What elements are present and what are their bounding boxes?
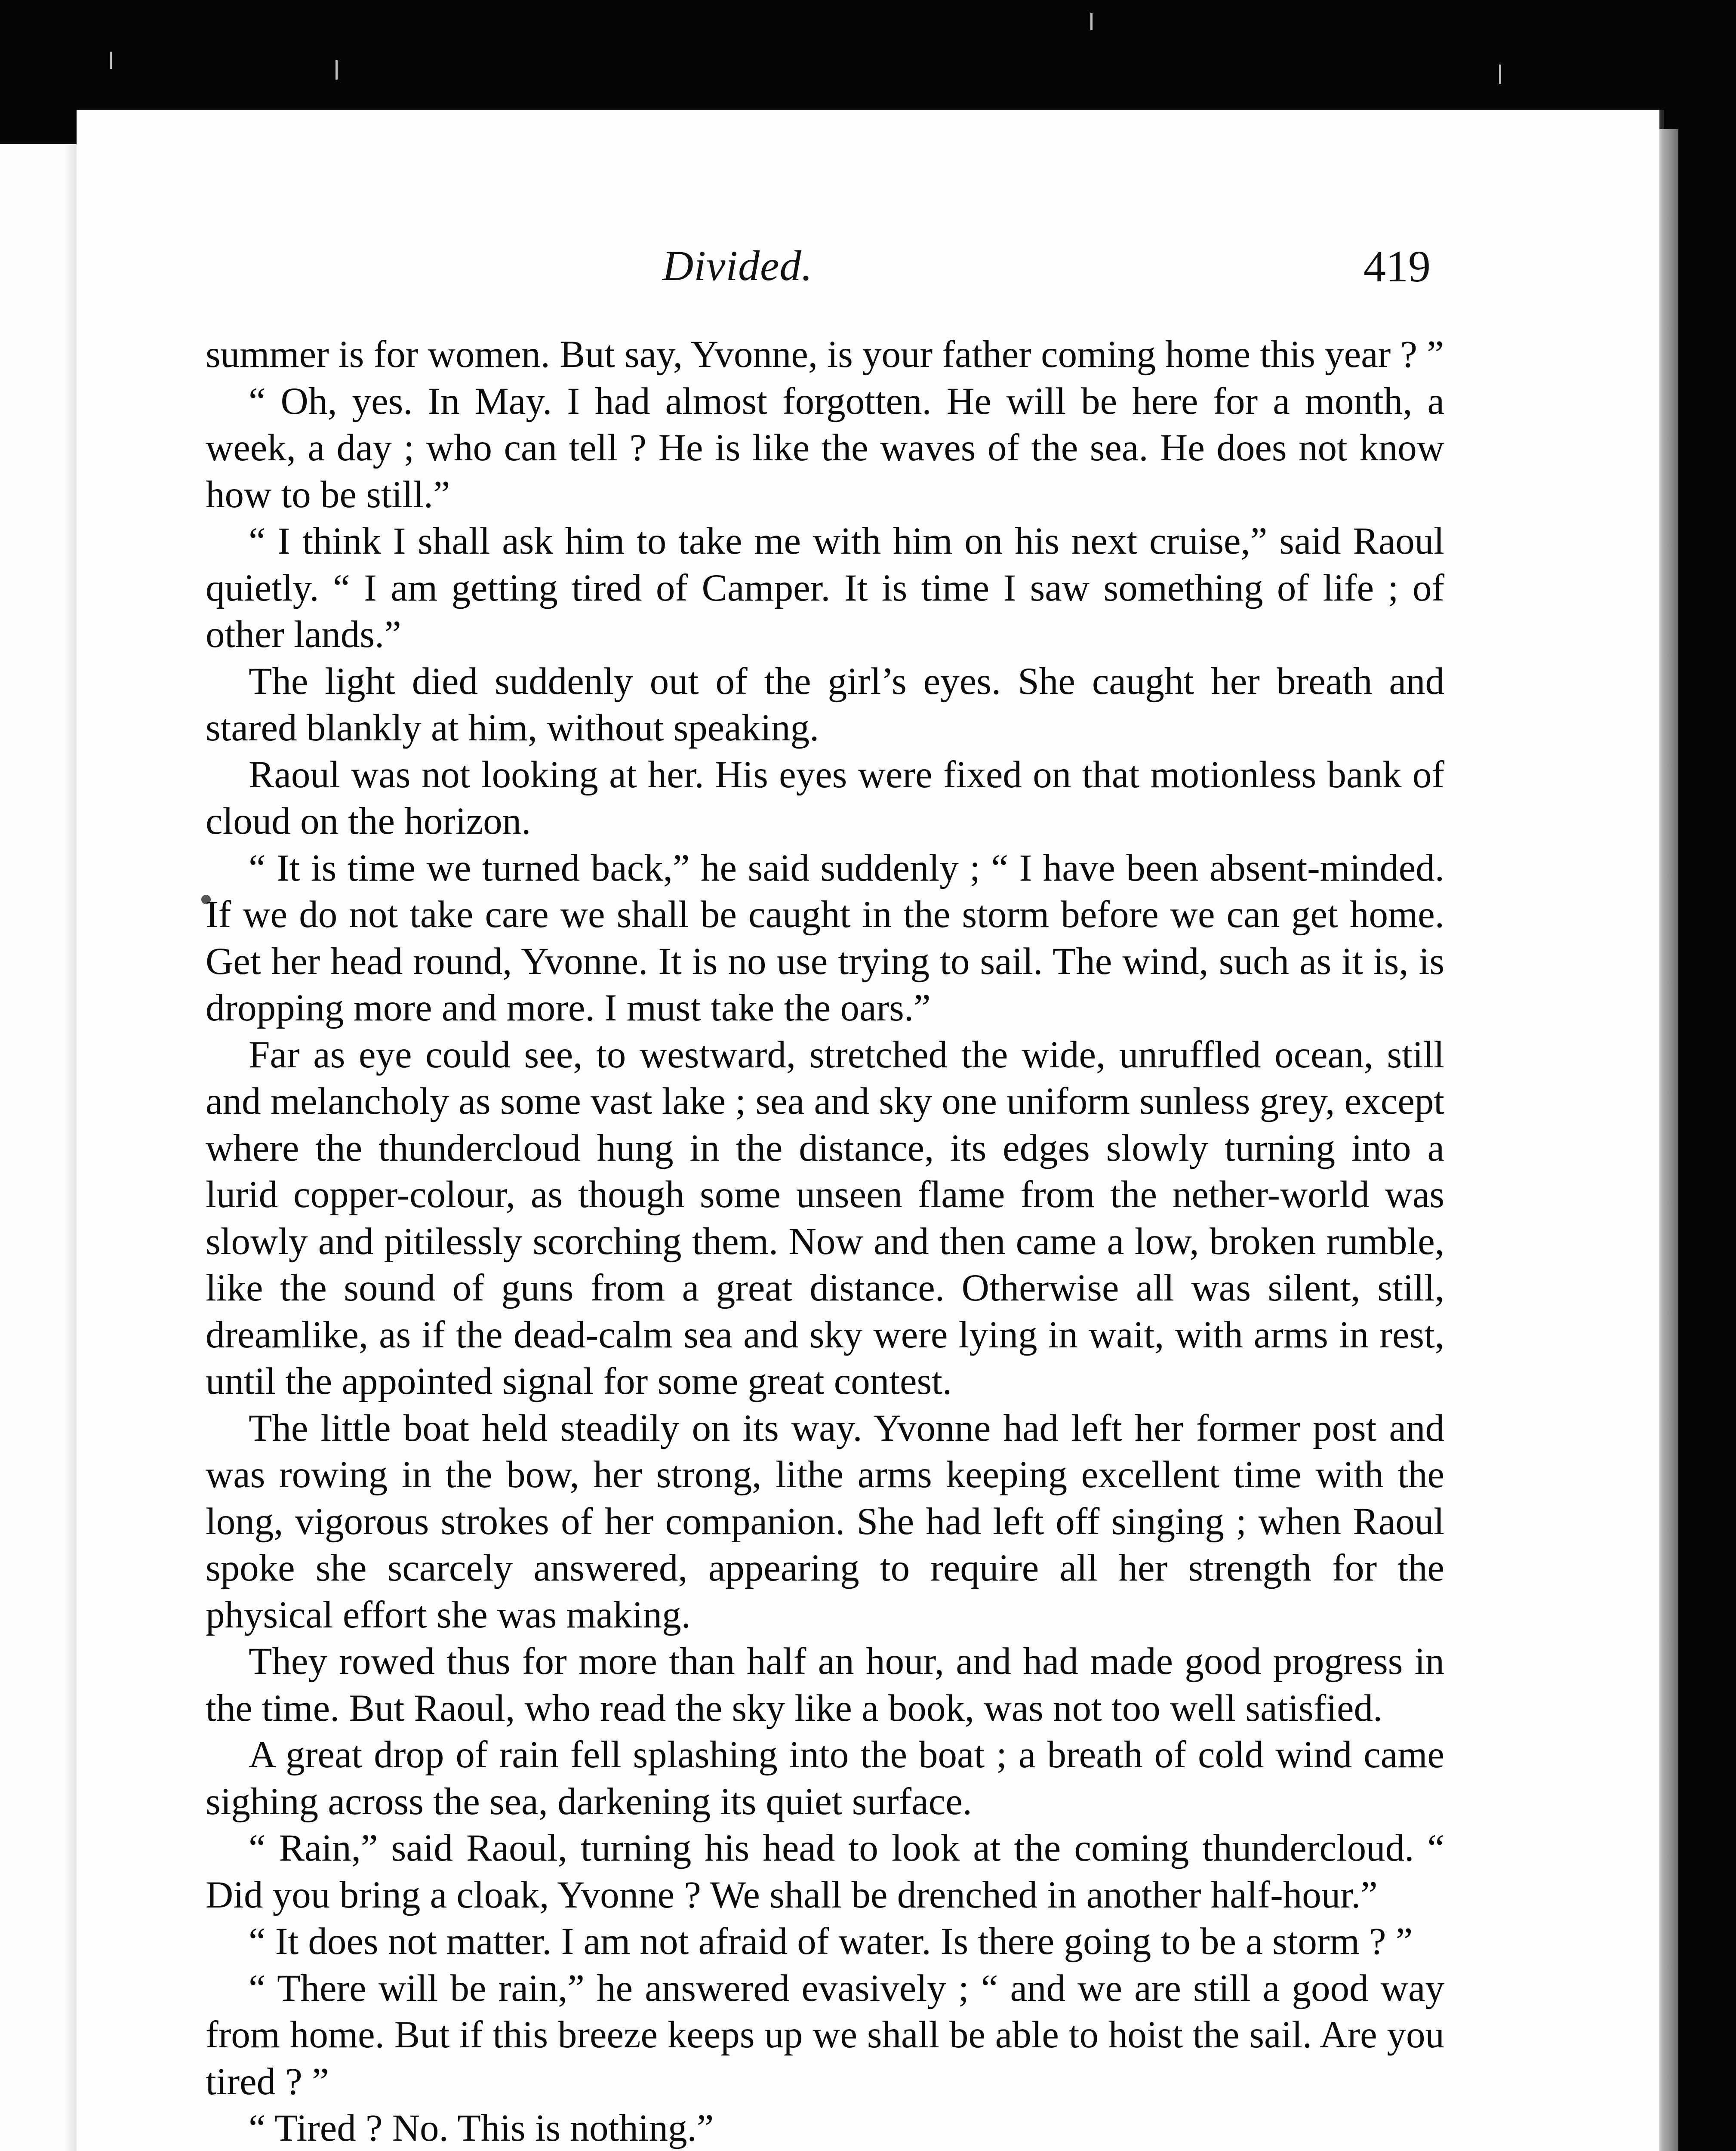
previous-page-edge — [0, 144, 83, 2151]
paragraph: Far as eye could see, to westward, stretched the wide, unruffled ocean, still and melancholy as some vast lake ; sea and sky one uniform sunless grey, except where the thundercloud hung in the distance, its edges slowly turning into a lurid copper-colour, as though some unseen flame from the nether-world was slowly and pitilessly scorching them. Now and then came a low, broken rumble, like the sound of guns from a great distance. Otherwise all was silent, still, dreamlike, as if the dead-calm sea and sky were lying in wait, with arms in rest, until the appointed signal for some great contest. — [206, 1033, 1444, 1402]
scan-scratch — [336, 60, 338, 80]
paragraph: Raoul was not looking at her. His eyes were fixed on that motionless bank of cloud on the horizon. — [206, 753, 1444, 842]
scan-scratch — [1499, 65, 1501, 84]
running-head: Divided. — [662, 242, 813, 290]
paragraph: “ It is time we turned back,” he said suddenly ; “ I have been absent-minded. If we do not take care we shall be caught in the storm before we can get home. Get her head round, Yvonne. It is no use trying to sail. The wind, such as it is, is dropping more and more. I must take the oars.” — [206, 847, 1444, 1029]
paragraph: “ It does not matter. I am not afraid of water. Is there going to be a storm ? ” — [249, 1920, 1413, 1963]
paragraph: “ There will be rain,” he answered evasively ; “ and we are still a good way from home. But if this breeze keeps up we shall be able to hoist the sail. Are you tired ? ” — [206, 1967, 1444, 2103]
paragraph: They rowed thus for more than half an hour, and had made good progress in the time. But Raoul, who read the sky like a book, was not too well satisfied. — [206, 1640, 1444, 1729]
paragraph: “ Oh, yes. In May. I had almost forgotten. He will be here for a month, a week, a day ; who can tell ? He is like the waves of the sea. He does not know how to be still.” — [206, 380, 1444, 516]
scan-scratch — [110, 52, 112, 69]
page-number: 419 — [1364, 242, 1431, 291]
body-text — [206, 331, 1444, 2151]
paragraph: “ Rain,” said Raoul, turning his head to look at the coming thundercloud. “ Did you bring a cloak, Yvonne ? We shall be drenched in another half-hour.” — [206, 1827, 1444, 1916]
paragraph: “ I think I shall ask him to take me with him on his next cruise,” said Raoul quietly. “ I am getting tired of Camper. It is time I saw something of life ; of other lands.” — [206, 520, 1444, 656]
page-edge-shadow — [1659, 129, 1678, 2151]
scan-scratch — [1090, 13, 1093, 30]
paragraph: A great drop of rain fell splashing into the boat ; a breath of cold wind came sighing across the sea, darkening its quiet surface. — [206, 1734, 1444, 1823]
paragraph: The little boat held steadily on its way. Yvonne had left her former post and was rowing in the bow, her strong, lithe arms keeping excellent time with the long, vigorous strokes of her companion. She had left off singing ; when Raoul spoke she scarcely answered, appearing to require all her strength for the physical effort she was making. — [206, 1407, 1444, 1636]
paragraph: “ Tired ? No. This is nothing.” — [249, 2107, 714, 2149]
paragraph: The light died suddenly out of the girl’s eyes. She caught her breath and stared blankly at him, without speaking. — [206, 660, 1444, 749]
paragraph: summer is for women. But say, Yvonne, is your father coming home this year ? ” — [206, 333, 1444, 376]
